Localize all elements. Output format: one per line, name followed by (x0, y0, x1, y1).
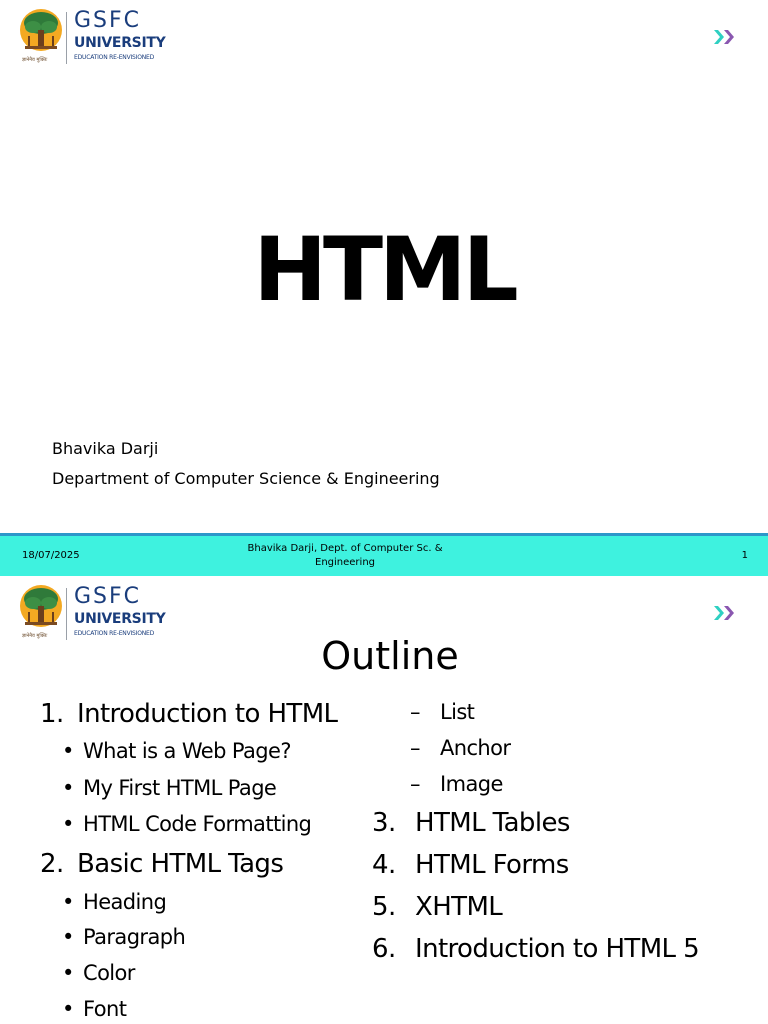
dash-icon: – (410, 736, 420, 760)
double-chevron-icon (712, 603, 738, 623)
item-text: Font (83, 997, 127, 1021)
logo-subname: UNIVERSITY (74, 611, 166, 627)
slide-title: HTML (253, 218, 515, 321)
author-name: Bhavika Darji (52, 439, 159, 458)
outline-title: Outline (321, 634, 459, 678)
logo-name: GSFC (74, 8, 142, 33)
item-text: Basic HTML Tags (77, 849, 284, 879)
outline-slide (0, 576, 768, 1024)
slide-footer (0, 536, 768, 576)
logo-name: GSFC (74, 584, 142, 609)
item-text: Heading (83, 890, 167, 914)
bullet-icon: • (62, 997, 74, 1021)
logo-tagline: EDUCATION RE-ENVISIONED (74, 630, 155, 637)
double-chevron-icon (712, 27, 738, 47)
footer-date: 18/07/2025 (22, 550, 80, 561)
dash-icon: – (410, 700, 420, 724)
bullet-icon: • (62, 961, 74, 985)
item-number: 6. (372, 934, 396, 964)
logo-tagline: EDUCATION RE-ENVISIONED (74, 54, 155, 61)
item-number: 5. (372, 892, 396, 922)
bullet-icon: • (62, 890, 74, 914)
logo-motto: ज्ञानेनैव मुक्तिः (22, 633, 48, 639)
dash-icon: – (410, 772, 420, 796)
author-department: Department of Computer Science & Engineering (52, 469, 440, 488)
item-text: HTML Forms (415, 850, 569, 880)
gsfc-logo-icon (18, 6, 64, 62)
item-number: 3. (372, 808, 396, 838)
item-text: Image (440, 772, 503, 796)
item-text: Paragraph (83, 925, 186, 949)
item-text: HTML Code Formatting (83, 812, 312, 836)
item-number: 4. (372, 850, 396, 880)
footer-author: Bhavika Darji, Dept. of Computer Sc. & Engineering (247, 543, 443, 568)
bullet-icon: • (62, 739, 74, 763)
item-text: XHTML (415, 892, 503, 922)
bullet-icon: • (62, 812, 74, 836)
item-number: 2. (40, 849, 64, 879)
bullet-icon: • (62, 776, 74, 800)
item-text: What is a Web Page? (83, 739, 291, 763)
footer-page-number: 1 (741, 550, 748, 561)
item-text: Introduction to HTML (77, 699, 338, 729)
gsfc-logo (18, 6, 166, 68)
item-text: Color (83, 961, 135, 985)
item-text: My First HTML Page (83, 776, 277, 800)
item-text: List (440, 700, 475, 724)
logo-subname: UNIVERSITY (74, 35, 166, 51)
item-text: Anchor (440, 736, 511, 760)
logo-motto: ज्ञानेनैव मुक्तिः (22, 57, 48, 63)
item-text: Introduction to HTML 5 (415, 934, 700, 964)
item-text: HTML Tables (415, 808, 570, 838)
bullet-icon: • (62, 925, 74, 949)
gsfc-logo-icon (18, 582, 64, 638)
logo-divider (66, 12, 67, 64)
item-number: 1. (40, 699, 64, 729)
